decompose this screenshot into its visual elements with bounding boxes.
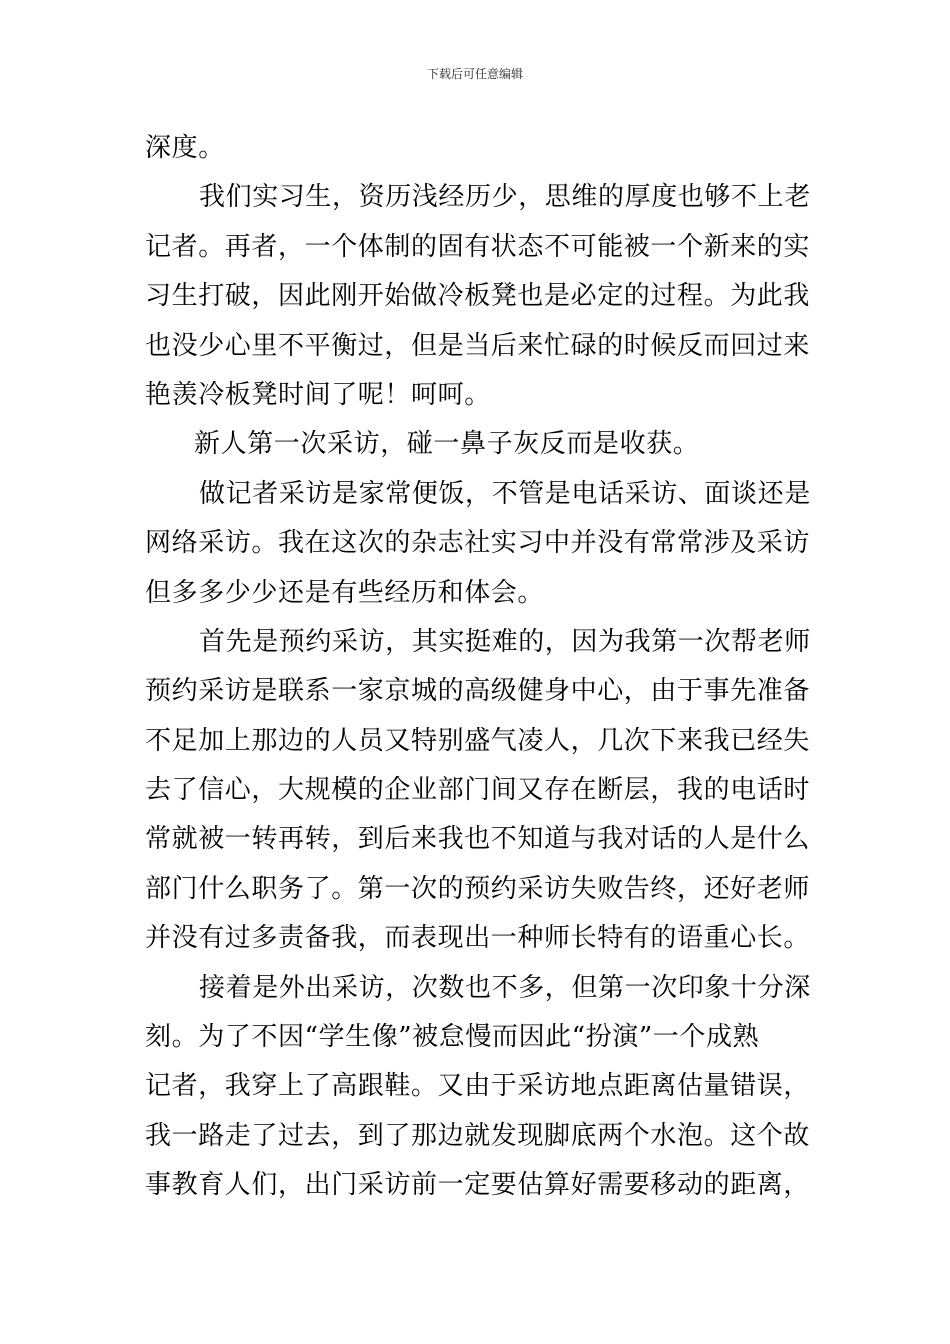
text-line: 不足加上那边的人员又特别盛气凌人，几次下来我已经失 <box>145 725 811 756</box>
paragraph-first-line: 接着是外出采访，次数也不多，但第一次印象十分深 <box>199 972 811 1003</box>
text-line: 去了信心，大规模的企业部门间又存在断层，我的电话时 <box>145 775 811 806</box>
text-line: 艳羡冷板凳时间了呢！呵呵。 <box>145 379 491 410</box>
text-line: 网络采访。我在这次的杂志社实习中并没有常常涉及采访 <box>145 528 811 559</box>
paragraph-first-line: 做记者采访是家常便饭，不管是电话采访、面谈还是 <box>199 478 811 509</box>
section-subheading: 新人第一次采访，碰一鼻子灰反而是收获。 <box>194 429 700 460</box>
page-header: 下载后可任意编辑 <box>426 67 523 81</box>
text-line: 记者，我穿上了高跟鞋。又由于采访地点距离估量错误， <box>145 1071 811 1102</box>
text-line: 我一路走了过去，到了那边就发现脚底两个水泡。这个故 <box>145 1120 811 1151</box>
text-line: 刻。为了不因“学生像”被怠慢而因此“扮演”一个成熟 <box>145 1022 760 1053</box>
text-line: 预约采访是联系一家京城的高级健身中心，由于事先准备 <box>145 676 811 707</box>
text-line: 常就被一转再转，到后来我也不知道与我对话的人是什么 <box>145 824 811 855</box>
text-line: 也没少心里不平衡过，但是当后来忙碌的时候反而回过来 <box>145 330 811 361</box>
text-line: 并没有过多责备我，而表现出一种师长特有的语重心长。 <box>145 923 811 954</box>
text-line: 部门什么职务了。第一次的预约采访失败告终，还好老师 <box>145 873 811 904</box>
text-line: 深度。 <box>145 133 225 163</box>
text-line: 习生打破，因此刚开始做冷板凳也是必定的过程。为此我 <box>145 281 811 312</box>
text-line: 事教育人们，出门采访前一定要估算好需要移动的距离， <box>145 1170 811 1201</box>
text-line: 但多多少少还是有些经历和体会。 <box>145 577 545 608</box>
paragraph-first-line: 首先是预约采访，其实挺难的，因为我第一次帮老师 <box>199 626 811 657</box>
text-line: 记者。再者，一个体制的固有状态不可能被一个新来的实 <box>145 231 811 262</box>
paragraph-first-line: 我们实习生，资历浅经历少，思维的厚度也够不上老 <box>199 182 811 213</box>
document-body <box>145 124 811 1211</box>
